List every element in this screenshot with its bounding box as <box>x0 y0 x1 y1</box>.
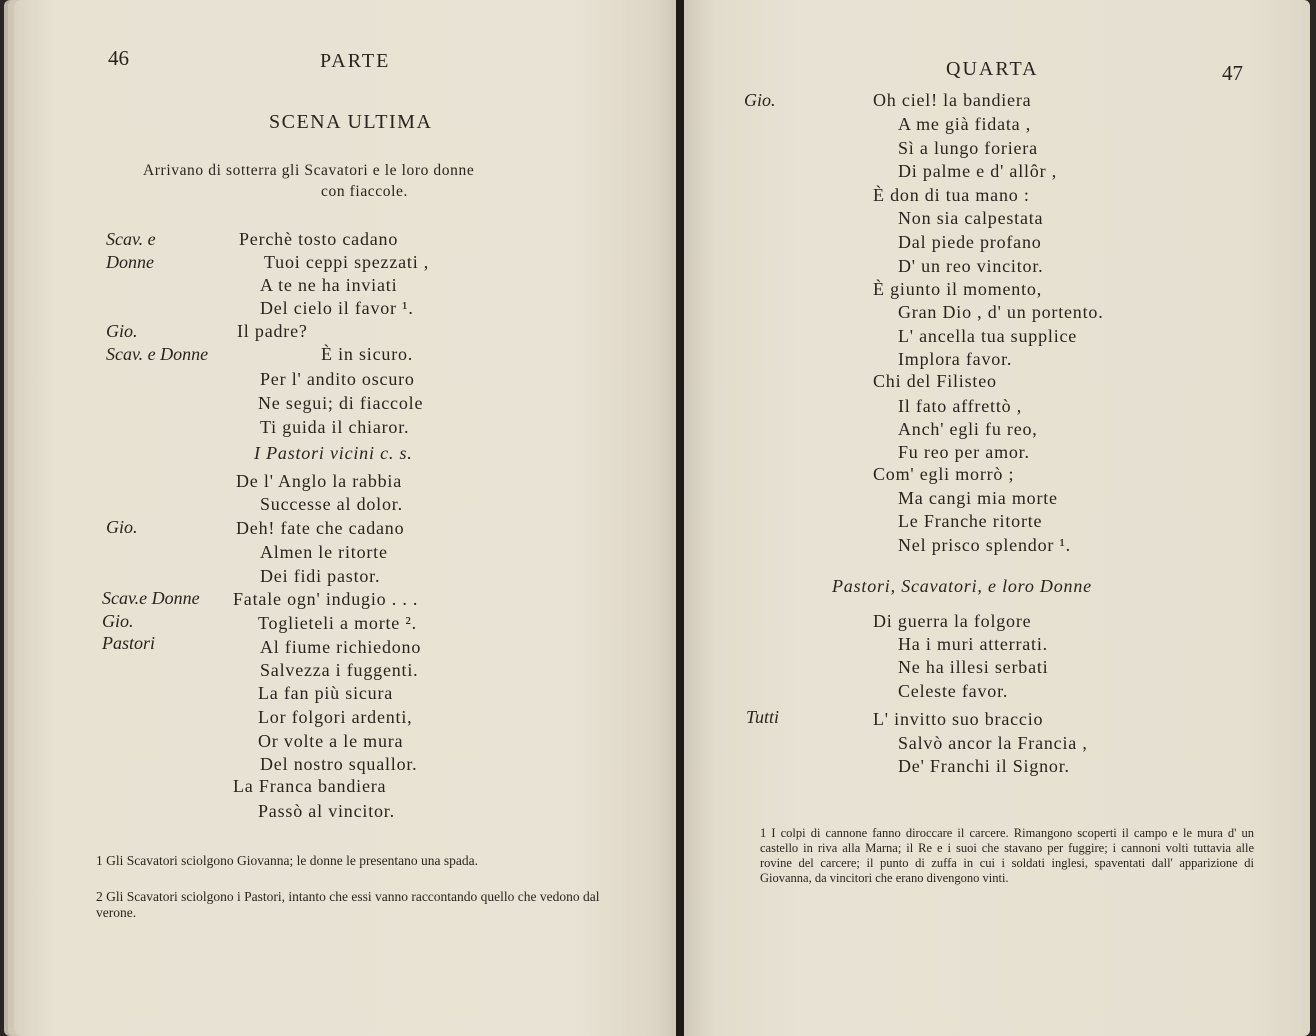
page-number: 47 <box>1222 61 1243 85</box>
verse-line: Implora favor. <box>898 349 1013 369</box>
speaker-label: Gio. <box>744 90 776 110</box>
verse-line: L' ancella tua supplice <box>898 326 1078 346</box>
running-head: QUARTA <box>946 58 1039 80</box>
verse-line: Nel prisco splendor ¹. <box>898 535 1071 555</box>
left-page <box>14 0 676 1036</box>
verse-line: Le Franche ritorte <box>898 511 1043 531</box>
verse-line: A me già fidata , <box>898 114 1032 134</box>
verse-line: Anch' egli fu reo, <box>898 419 1038 439</box>
speaker-label: Donne <box>106 252 154 272</box>
verse-line: Per l' andito oscuro <box>260 369 415 389</box>
verse-line: Chi del Filisteo <box>873 371 997 391</box>
speaker-label: Gio. <box>106 321 138 341</box>
verse-line: La Franca bandiera <box>233 776 387 796</box>
running-head: PARTE <box>320 50 391 72</box>
footnote: 1 I colpi di cannone fanno diroccare il carcere. Rimangono scoperti il campo e le mura d' un castello in riva alla Marna; il Re e i suoi che stavano per fuggire; i cannoni volti tuttavia alle rovine del carcere; il punto di zuffa in cui i soldati inglesi, spaventati dall' apparizione di Giovanna, da vincitori che erano divengono vinti. <box>760 826 1254 885</box>
verse-line: Com' egli morrò ; <box>873 464 1015 484</box>
verse-line: Al fiume richiedono <box>260 637 422 657</box>
verse-line: De' Franchi il Signor. <box>898 756 1070 776</box>
verse-line: Or volte a le mura <box>258 731 404 751</box>
verse-line: Il fato affrettò , <box>898 396 1023 416</box>
stage-direction: Arrivano di sotterra gli Scavatori e le loro donne <box>143 162 475 179</box>
speaker-label: Gio. <box>102 611 134 631</box>
verse-line: De l' Anglo la rabbia <box>236 471 403 491</box>
verse-line: Almen le ritorte <box>260 542 388 562</box>
verse-line: Ne ha illesi serbati <box>898 657 1049 677</box>
verse-line: Ha i muri atterrati. <box>898 634 1048 654</box>
verse-line: Ti guida il chiaror. <box>260 417 410 437</box>
speaker-label: Scav. e <box>106 229 156 249</box>
verse-line: Di guerra la folgore <box>873 611 1032 631</box>
verse-line: È don di tua mano : <box>873 185 1030 205</box>
speaker-label: Pastori <box>102 633 156 653</box>
verse-line: Del nostro squallor. <box>260 754 418 774</box>
verse-line: Dei fidi pastor. <box>260 566 381 586</box>
verse-line: Tuoi ceppi spezzati , <box>264 252 430 272</box>
stage-direction: con fiaccole. <box>321 183 408 200</box>
page-number: 46 <box>108 46 129 70</box>
verse-line: Ma cangi mia morte <box>898 488 1058 508</box>
verse-line: Ne segui; di fiaccole <box>258 393 424 413</box>
verse-line: Successe al dolor. <box>260 494 403 514</box>
verse-line: Passò al vincitor. <box>258 801 395 821</box>
verse-line: D' un reo vincitor. <box>898 256 1044 276</box>
speaker-label: Scav.e Donne <box>102 588 200 608</box>
verse-line: Del cielo il favor ¹. <box>260 298 414 318</box>
verse-line: Toglieteli a morte ². <box>258 613 417 633</box>
verse-line: Di palme e d' allôr , <box>898 161 1057 181</box>
verse-line: Sì a lungo foriera <box>898 138 1038 158</box>
right-page <box>684 0 1310 1036</box>
verse-line: La fan più sicura <box>258 683 394 703</box>
verse-line: È giunto il momento, <box>873 279 1042 299</box>
verse-line: Deh! fate che cadano <box>236 518 405 538</box>
verse-line: Non sia calpestata <box>898 208 1044 228</box>
verse-line: Salvò ancor la Francia , <box>898 733 1088 753</box>
speaker-label: Tutti <box>746 707 780 727</box>
stage-direction-inline: Pastori, Scavatori, e loro Donne <box>832 576 1092 596</box>
verse-line: Oh ciel! la bandiera <box>873 90 1032 110</box>
verse-line: È in sicuro. <box>321 344 414 364</box>
verse-line: A te ne ha inviati <box>260 275 398 295</box>
verse-line: Gran Dio , d' un portento. <box>898 302 1104 322</box>
verse-line: Fatale ogn' indugio . . . <box>233 589 419 609</box>
verse-line: Fu reo per amor. <box>898 442 1030 462</box>
stage-direction-inline: I Pastori vicini c. s. <box>254 443 413 463</box>
verse-line: Lor folgori ardenti, <box>258 707 413 727</box>
verse-line: L' invitto suo braccio <box>873 709 1044 729</box>
footnote: 2 Gli Scavatori sciolgono i Pastori, intanto che essi vanno raccontando quello che vedono dal verone. <box>96 889 600 920</box>
speaker-label: Gio. <box>106 517 138 537</box>
verse-line: Dal piede profano <box>898 232 1042 252</box>
scene-title: SCENA ULTIMA <box>269 111 433 133</box>
book-gutter <box>676 0 684 1036</box>
verse-line: Salvezza i fuggenti. <box>260 660 419 680</box>
verse-line: Il padre? <box>237 321 308 341</box>
verse-line: Perchè tosto cadano <box>239 229 399 249</box>
footnote: 1 Gli Scavatori sciolgono Giovanna; le donne le presentano una spada. <box>96 853 479 868</box>
speaker-label: Scav. e Donne <box>106 344 209 364</box>
verse-line: Celeste favor. <box>898 681 1009 701</box>
